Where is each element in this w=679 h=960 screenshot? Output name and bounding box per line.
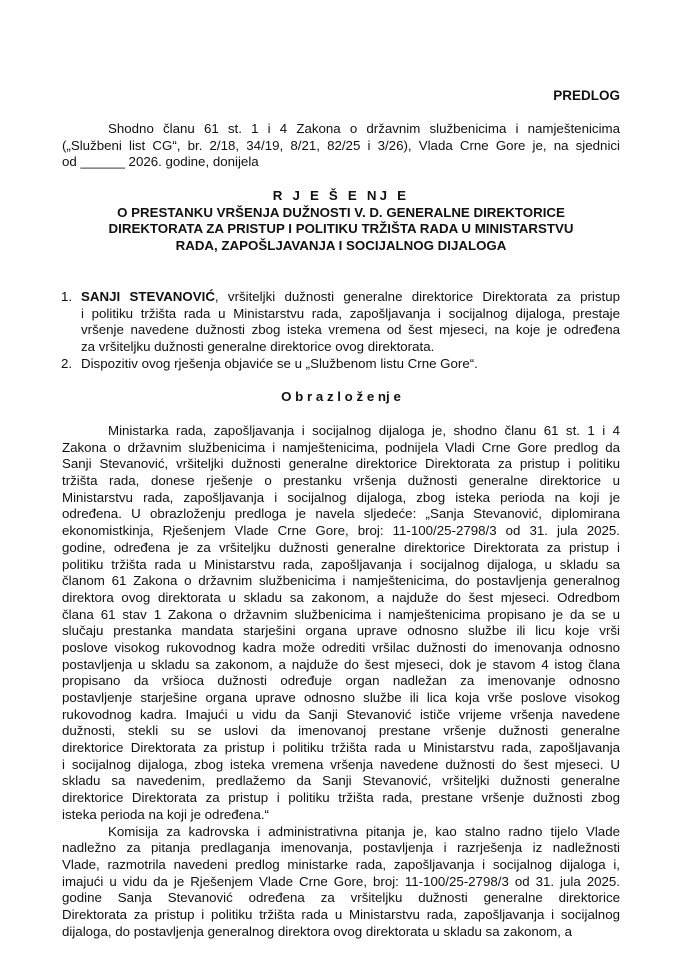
list-item-number: 2. — [61, 355, 73, 371]
paragraph-line: Ministarstvu rada, zapošljavanja i socijalnog dijaloga, zbog isteka perioda na koji je — [62, 489, 620, 505]
paragraph-line: godine Sanja Stevanović određena za vršiteljku dužnosti generalne direktorice — [62, 890, 620, 906]
paragraph-line: postavljenje starješine organa uprave odnosno službe ili lica koja vrše poslove visokog — [62, 690, 620, 705]
paragraph-line: Ministarka rada, zapošljavanja i socijalnog dijaloga je, shodno članu 61 st. 1 i 4 — [108, 423, 620, 438]
paragraph-line: skladu sa navedenim, predlažemo da Sanji Stevanović, vršiteljki dužnosti generalne — [62, 773, 620, 789]
paragraph-line: postavljenja u skladu sa zakonom, a najduže do šest mjeseci, dok je stavom 4 istog člana — [62, 656, 620, 672]
reasoning-paragraph — [62, 423, 620, 824]
paragraph-line: direktorice Direktorata za pristup i politiku tržišta rada u Ministarstvu rada, zapošljavanja — [62, 740, 620, 756]
list-item-line: za vršiteljku dužnosti generalne direktorice ovog direktorata. — [81, 339, 435, 355]
list-item-number: 1. — [61, 289, 73, 304]
paragraph-line: dijaloga, do postavljenja generalnog direktora ovog direktorata u skladu sa zakonom, a — [62, 923, 573, 939]
paragraph-line: člana 61 stav 1 Zakona o državnim službenicima i namještenicima propisano je da se u — [62, 606, 620, 622]
decision-subtitle-line: DIREKTORATA ZA PRISTUP I POLITIKU TRŽIŠTA RADA U MINISTARSTVU — [108, 221, 574, 237]
paragraph-line: direktorice Direktorata za pristup i politiku tržišta rada, prestane vršenje dužnosti zbog — [62, 790, 620, 806]
list-item-text — [81, 289, 620, 356]
decision-title — [62, 188, 620, 255]
paragraph-line: Zakona o državnim službenicima i namještenicima, podnijela Vladi Crne Gore predlog da — [62, 439, 620, 455]
paragraph-line: Vlade, razmotrila navedeni predlog ministarke rada, zapošljavanja i socijalnog dijaloga i, — [62, 856, 620, 872]
list-item-line-text: , vršiteljki dužnosti generalne direktorice Direktorata za pristup — [214, 289, 620, 304]
intro-line: Shodno članu 61 st. 1 i 4 Zakona o državnim službenicima i namještenicima — [108, 121, 620, 136]
paragraph-line: Direktorata za pristup i politiku tržišta rada u Ministarstvu rada, zapošljavanja i socijalnog — [62, 906, 620, 922]
paragraph-line: politiku tržišta rada u Ministarstvu rada, zapošljavanja i socijalnog dijaloga, u skladu sa — [62, 556, 620, 572]
reasoning-heading: O b r a z l o ž e nj e — [281, 389, 401, 404]
person-name: SANJI STEVANOVIĆ — [81, 289, 215, 304]
reasoning-paragraph — [62, 824, 620, 941]
list-item-line: vršenje navedene dužnosti zbog isteka vremena od šest mjeseci, na koje je određena — [81, 322, 620, 338]
list-item-line: Dispozitiv ovog rješenja objaviće se u „Službenom listu Crne Gore“. — [81, 355, 478, 371]
paragraph-line: dužnosti, stekli su se uslovi da imenovanoj prestane vršenje dužnosti generalne — [62, 723, 620, 739]
intro-line: („Službeni list CG“, br. 2/18, 34/19, 8/21, 82/25 i 3/26), Vlada Crne Gore je, na sjednici — [62, 137, 620, 153]
list-item — [61, 356, 620, 373]
decision-subtitle-line: O PRESTANKU VRŠENJA DUŽNOSTI V. D. GENERALNE DIREKTORICE — [117, 204, 565, 220]
paragraph-line: određena. U obrazloženju predloga je navela sljedeće: „Sanja Stevanović, diplomirana — [62, 506, 620, 522]
paragraph-line: imajući u vidu da je Rješenjem Vlade Crne Gore, broj: 11-100/25-2798/3 od 31. jula 2025. — [62, 873, 620, 889]
paragraph-line: isteka perioda na koji je određena.“ — [62, 806, 269, 822]
reasoning-body — [62, 423, 620, 940]
list-item-line: i politiku tržišta rada u Ministarstvu rada, zapošljavanja i socijalnog dijaloga, prestaje — [81, 305, 620, 321]
draft-label: PREDLOG — [553, 88, 620, 103]
list-item-text — [81, 356, 620, 373]
paragraph-line: propisano da vršioca dužnosti određuje organ nadležan za imenovanje odnosno — [62, 673, 620, 689]
list-item — [61, 289, 620, 356]
paragraph-line: članom 61 Zakona o državnim službenicima i namještenicima, do postavljenja generalnog — [62, 573, 620, 589]
paragraph-line: nadležno za pitanja predlaganja imenovanja, postavljenja i razrješenja iz nadležnosti — [62, 840, 620, 856]
paragraph-line: rukovodnog kadra. Imajući u vidu da Sanji Stevanović ističe vrijeme vršenja navedene — [62, 706, 620, 722]
paragraph-line: Sanji Stevanović, vršiteljki dužnosti generalne direktorice Direktorata za pristup i politiku — [62, 456, 620, 472]
intro-paragraph — [62, 121, 620, 171]
paragraph-line: direktora ovog direktorata u skladu sa zakonom, a najduže do šest mjeseci. Odredbom — [62, 589, 620, 605]
list-item-line — [81, 289, 620, 306]
paragraph-line: ekonomistkinja, Rješenjem Vlade Crne Gore, broj: 11-100/25-2798/3 od 31. jula 2025. — [62, 523, 620, 539]
intro-line: od ______ 2026. godine, donijela — [62, 154, 259, 170]
decision-items — [61, 289, 620, 372]
reasoning-heading-wrap — [62, 389, 620, 406]
decision-heading: R J E Š E NJ E — [272, 188, 410, 203]
paragraph-line: Komisija za kadrovska i administrativna pitanja je, kao stalno radno tijelo Vlade — [108, 823, 620, 839]
paragraph-line: godine, određena je za vršiteljku dužnosti generalne direktorice Direktorata za pristup i — [62, 539, 620, 555]
decision-subtitle-line: RADA, ZAPOŠLJAVANJA I SOCIJALNOG DIJALOGA — [175, 238, 507, 254]
paragraph-line: i socijalnog dijaloga, zbog isteka vremena vršenja navedene dužnosti do šest mjeseci. U — [62, 756, 620, 772]
paragraph-line: tržišta rada, donese rješenje o prestanku vršenja dužnosti generalne direktorice u — [62, 473, 620, 489]
paragraph-line: slučaju prestanka mandata starješini organa uprave odnosno službe ili licu koje vrši — [62, 623, 620, 639]
paragraph-line: poslove visokog rukovodnog kadra može odrediti vršilac dužnosti do imenovanja odnosno — [62, 639, 620, 655]
